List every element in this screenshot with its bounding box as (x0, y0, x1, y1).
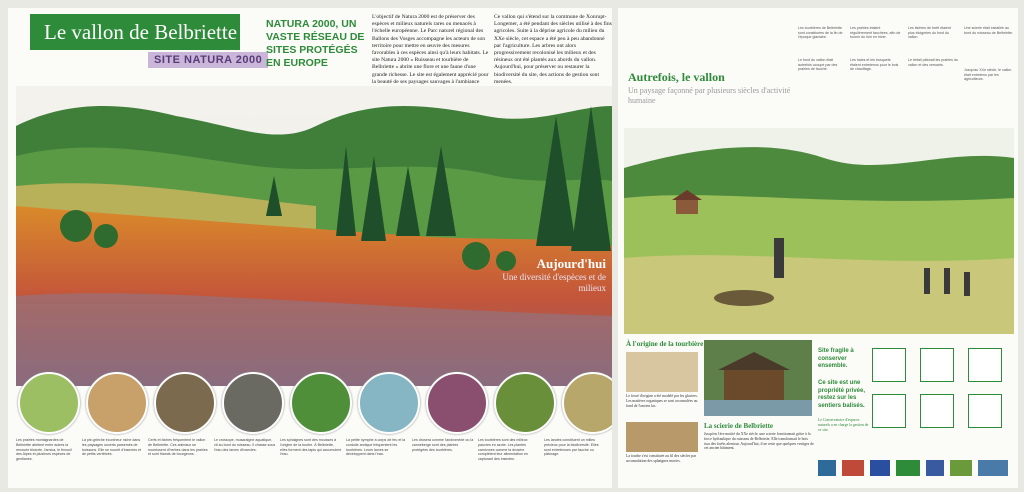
species-circle-bog-plant (426, 372, 488, 434)
caption-2: La pie-grièche écorcheur niche dans les paysages ouverts parsemés de buissons. Elle se nourrit d'insectes et de petits vertébrés. (82, 438, 142, 457)
page-title: Le vallon de Belbriette (30, 14, 240, 50)
logo-icon (950, 460, 972, 476)
dog-on-leash-icon (920, 394, 954, 428)
aujourdhui-subtitle: Une diversité d'espèces et de milieux (502, 272, 606, 293)
note-2: Le fond du vallon était autrefois occupé par des prairies de fauche. (798, 58, 838, 72)
origine-caption: Le fossé d'origine a été modelé par les glaciers. Les matières organiques se sont accumulées au fond de l'ancien lac. (626, 394, 698, 408)
stay-on-path-icon (872, 394, 906, 428)
logo-icon (896, 460, 920, 476)
landscape-illustration (16, 86, 612, 386)
no-fire-icon (920, 348, 954, 382)
intro-column-2: Ce vallon qui s'étend sur la commune de Xonrupt-Longemer, a été pendant des siècles utilisé à des fins agricoles. Suite à la déprise agricole du milieu du XXe siècle, cet espace a été peu à peu abandonné par l'agriculture. Les arbres ont alors progressivement recolonisé les milieux et des résineux ont été plantés aux abords du vallon. Aujourd'hui, pour préserver ou restaurer la biodiversité du site, des actions de gestion sont menées. (494, 14, 612, 85)
species-circle-sundew (494, 372, 556, 434)
caption-5: Les sphaignes sont des mousses à l'origine de la tourbe. À Belbriette, elles forment des tapis qui accumulent l'eau. (280, 438, 342, 457)
private-notice: Ce site est une propriété privée, restez sur les sentiers balisés. (818, 380, 866, 409)
species-circle-deer (154, 372, 216, 434)
caption-9: Les landes constituent un milieu précieux pour la biodiversité. Elles sont entretenues par fauche ou pâturage. (544, 438, 599, 457)
aujourdhui-title: Aujourd'hui (536, 256, 606, 271)
scierie-text: Jusqu'en 1ère moitié du XXe siècle, une scierie fonctionnait grâce à la force hydraulique du ruisseau de Belbriette. Elle transformait le bois issu des forêts alentour. Aujourd'hui, il ne reste que quelques vestiges de cet ancien bâtiment. (704, 432, 814, 451)
fragile-notice: Site fragile à conserver ensemble. (818, 348, 854, 369)
note-5: Les lisières de forêt étaient plus éloignées du fond du vallon. (908, 26, 951, 40)
tourbiere-diagram-2 (626, 422, 698, 452)
note-7: Une scierie était installée au bord du ruisseau de Belbriette. (964, 26, 1013, 35)
logo-icon (978, 460, 1008, 476)
logo-icon (926, 460, 944, 476)
note-6: Le bétail pâturait les prairies du vallon et des versants. (908, 58, 958, 67)
right-panel (618, 8, 1018, 488)
caption-1: Les prairies montagnardes de Belbriette abritent entre autres la renouée bistorte, l'arnica, le fenouil des Alpes et plusieurs espèces de gentianes. (16, 438, 72, 462)
logo-icon (842, 460, 864, 476)
caption-6: La petite nymphe à corps de feu et la cordulie arctique fréquentent les tourbières. Leurs larves se développent dans l'eau. (346, 438, 406, 457)
scierie-title: La scierie de Belbriette (704, 422, 774, 430)
autrefois-title: Autrefois, le vallon (628, 70, 725, 84)
caption-7: Les drosera comme l'andromède ou la canneberge sont des plantes protégées des tourbières. (412, 438, 474, 452)
no-camping-icon (968, 348, 1002, 382)
autrefois-subtitle: Un paysage façonné par plusieurs siècles d'activité humaine (628, 86, 791, 105)
aujourdhui-label (486, 256, 606, 294)
species-circle-moss (290, 372, 352, 434)
rules-pictograms (872, 348, 1012, 432)
no-vehicle-icon (968, 394, 1002, 428)
logo-icon (818, 460, 836, 476)
note-3: Les prairies étaient régulièrement fauchées, afin de fournir du foin en hiver. (850, 26, 901, 40)
species-circle-lande (562, 372, 612, 434)
note-1: Les tourbières de Belbriette sont constituées de la fin de l'époque glaciaire. (798, 26, 843, 40)
species-circle-dragonfly (358, 372, 420, 434)
left-panel (8, 8, 612, 488)
intro-column-1: L'objectif de Natura 2000 est de préserver des espèces et milieux naturels rares ou menacés à l'échelle européenne. Le Parc naturel régional des Ballons des Vosges accompagne les acteurs de son territoire pour mettre en œuvre des mesures favorables à ces espèces ainsi qu'à leurs habitats. Le site Natura 2000 « Ruisseau et tourbière de Belbriette » abrite une flore et une faune d'une grande richesse. Le site est également apprécié pour la beauté de ses paysages sauvages à l'ambiance (372, 14, 489, 85)
note-8: Jusqu'au XXe siècle, le vallon était entretenu par les agriculteurs. (964, 68, 1012, 82)
site-natura-badge: SITE NATURA 2000 (148, 52, 268, 68)
tourbiere-diagram-1 (626, 352, 698, 392)
private-note: Le Conservatoire d'espaces naturels a en charge la gestion de ce site. (818, 418, 869, 432)
origine-caption-2: La tourbe s'est constituée au fil des siècles par accumulation des sphaignes mortes. (626, 454, 697, 463)
species-circle-shrew (222, 372, 284, 434)
caption-3: Cerfs et biches fréquentent le vallon de Belbriette. Ces animaux se nourrissent d'herbes dans les prairies et sont friands de bourgeons. (148, 438, 208, 457)
eu-flag-icon (870, 460, 890, 476)
caption-4: Le crossope, musaraigne aquatique, vit au bord du ruisseau. Il chasse sous l'eau des larves d'insectes. (214, 438, 276, 452)
origine-title: À l'origine de la tourbière (626, 340, 704, 348)
species-captions (16, 438, 608, 484)
caption-8: Les tourbières sont des milieux pauvres en azote. Les plantes carnivores comme la drosère complètent leur alimentation en capturant des insectes. (478, 438, 528, 462)
species-circle-shrike (86, 372, 148, 434)
partner-logos (818, 456, 1014, 484)
species-circles (14, 372, 610, 436)
natura-heading: NATURA 2000, UN VASTE RÉSEAU DE SITES PROTÉGÉS EN EUROPE (266, 18, 365, 69)
historic-valley-illustration (624, 128, 1014, 334)
no-flower-picking-icon (872, 348, 906, 382)
species-circle-flower (18, 372, 80, 434)
scierie-photo (704, 340, 812, 416)
note-4: Les haies et les bosquets étaient entretenus pour le bois de chauffage. (850, 58, 899, 72)
